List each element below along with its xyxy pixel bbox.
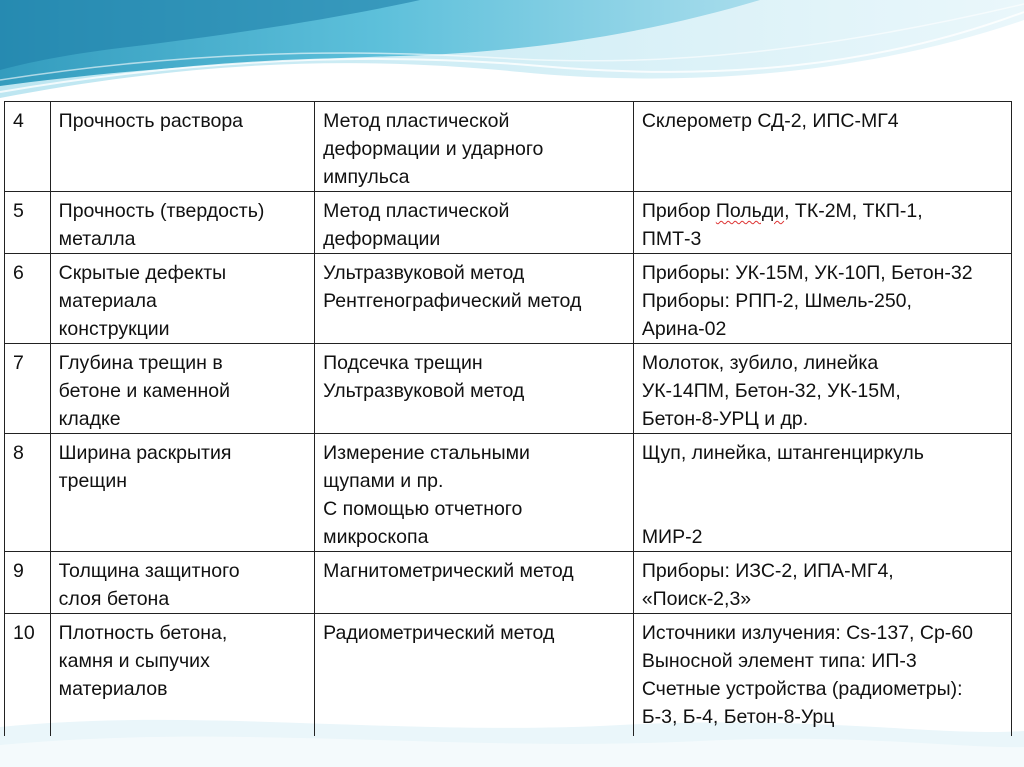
cell-line: Радиометрический метод — [323, 622, 555, 644]
cell-line: Приборы: УК-15М, УК-10П, Бетон-32 — [641, 262, 973, 284]
cell-spacer — [642, 495, 1003, 523]
cell-text-prefix: Прибор — [641, 200, 716, 222]
devices-cell — [633, 192, 1011, 254]
cell-line: камня и сыпучих — [58, 650, 210, 672]
cell-line: УК-14ПМ, Бетон-32, УК-15М, — [641, 380, 901, 402]
devices-cell — [633, 552, 1011, 614]
cell-line: Глубина трещин в — [58, 352, 223, 374]
table-row — [5, 552, 1012, 614]
method-cell — [315, 434, 634, 552]
row-number-cell: 9 — [5, 552, 51, 614]
cell-line: Метод пластической — [323, 110, 510, 132]
cell-spacer — [642, 467, 1003, 495]
cell-line: МИР-2 — [641, 526, 703, 548]
cell-line: бетоне и каменной — [58, 380, 231, 402]
table-row — [5, 344, 1012, 434]
cell-line: Арина-02 — [641, 318, 727, 340]
parameter-cell — [50, 614, 314, 736]
cell-line: Скрытые дефекты — [58, 262, 227, 284]
parameter-cell — [50, 434, 314, 552]
cell-line: Приборы: РПП-2, Шмель-250, — [641, 290, 912, 312]
cell-line: Метод пластической — [323, 200, 510, 222]
cell-line: Плотность бетона, — [58, 622, 228, 644]
cell-line: слоя бетона — [58, 588, 170, 610]
devices-cell — [633, 434, 1011, 552]
cell-line: «Поиск-2,3» — [641, 588, 752, 610]
cell-line: деформации — [323, 228, 441, 250]
method-cell — [315, 552, 634, 614]
cell-line: материала — [58, 290, 157, 312]
row-number-cell: 7 — [5, 344, 51, 434]
row-number-cell: 6 — [5, 254, 51, 344]
cell-line: Ультразвуковой метод — [323, 380, 525, 402]
cell-line: материалов — [58, 678, 168, 700]
cell-line: С помощью отчетного — [323, 498, 523, 520]
cell-line: щупами и пр. — [323, 470, 444, 492]
method-cell — [315, 192, 634, 254]
table-row — [5, 614, 1012, 736]
cell-line: Счетные устройства (радиометры): — [641, 678, 963, 700]
cell-line: ПМТ-3 — [641, 228, 702, 250]
parameter-cell — [50, 102, 314, 192]
cell-line: Б-3, Б-4, Бетон-8-Урц — [641, 706, 835, 728]
cell-line: Приборы: ИЗС-2, ИПА-МГ4, — [641, 560, 894, 582]
parameter-cell — [50, 192, 314, 254]
cell-line: Выносной элемент типа: ИП-3 — [641, 650, 917, 672]
devices-cell — [633, 614, 1011, 736]
parameter-cell — [50, 552, 314, 614]
cell-line: Прочность (твердость) — [58, 200, 265, 222]
parameter-cell — [50, 254, 314, 344]
cell-line: Толщина защитного — [58, 560, 240, 582]
cell-line: Склерометр СД-2, ИПС-МГ4 — [641, 110, 899, 132]
cell-line: Магнитометрический метод — [323, 560, 574, 582]
top-wave-decoration — [0, 0, 1024, 100]
table-row — [5, 254, 1012, 344]
method-cell — [315, 344, 634, 434]
inspection-methods-table — [4, 101, 1012, 736]
cell-line: деформации и ударного — [323, 138, 544, 160]
method-cell — [315, 102, 634, 192]
devices-cell — [633, 254, 1011, 344]
method-cell — [315, 614, 634, 736]
devices-cell — [633, 102, 1011, 192]
cell-line: металла — [58, 228, 136, 250]
table-row — [5, 434, 1012, 552]
cell-line: Прочность раствора — [58, 110, 244, 132]
cell-line: Подсечка трещин — [323, 352, 483, 374]
table-row — [5, 192, 1012, 254]
cell-text-suffix: , ТК-2М, ТКП-1, — [784, 200, 923, 222]
row-number-cell: 10 — [5, 614, 51, 736]
cell-line: Измерение стальными — [323, 442, 530, 464]
cell-line: импульса — [323, 166, 410, 188]
row-number-cell: 5 — [5, 192, 51, 254]
cell-line: Источники излучения: Cs-137, Ср-60 — [641, 622, 973, 644]
cell-line — [642, 197, 1003, 225]
cell-line: кладке — [58, 408, 121, 430]
cell-line: микроскопа — [323, 526, 429, 548]
table-row — [5, 102, 1012, 192]
row-number-cell: 8 — [5, 434, 51, 552]
cell-line: Ультразвуковой метод — [323, 262, 525, 284]
cell-line: Молоток, зубило, линейка — [641, 352, 879, 374]
cell-line: Бетон-8-УРЦ и др. — [641, 408, 809, 430]
devices-cell — [633, 344, 1011, 434]
row-number-cell: 4 — [5, 102, 51, 192]
cell-line: Ширина раскрытия — [58, 442, 232, 464]
cell-line: Рентгенографический метод — [323, 290, 582, 312]
inspection-methods-table-container — [4, 101, 1012, 736]
cell-line: Щуп, линейка, штангенциркуль — [641, 442, 924, 464]
cell-line: трещин — [58, 470, 127, 492]
parameter-cell — [50, 344, 314, 434]
spellcheck-underlined-word: Польди — [715, 200, 785, 222]
method-cell — [315, 254, 634, 344]
cell-line: конструкции — [58, 318, 170, 340]
